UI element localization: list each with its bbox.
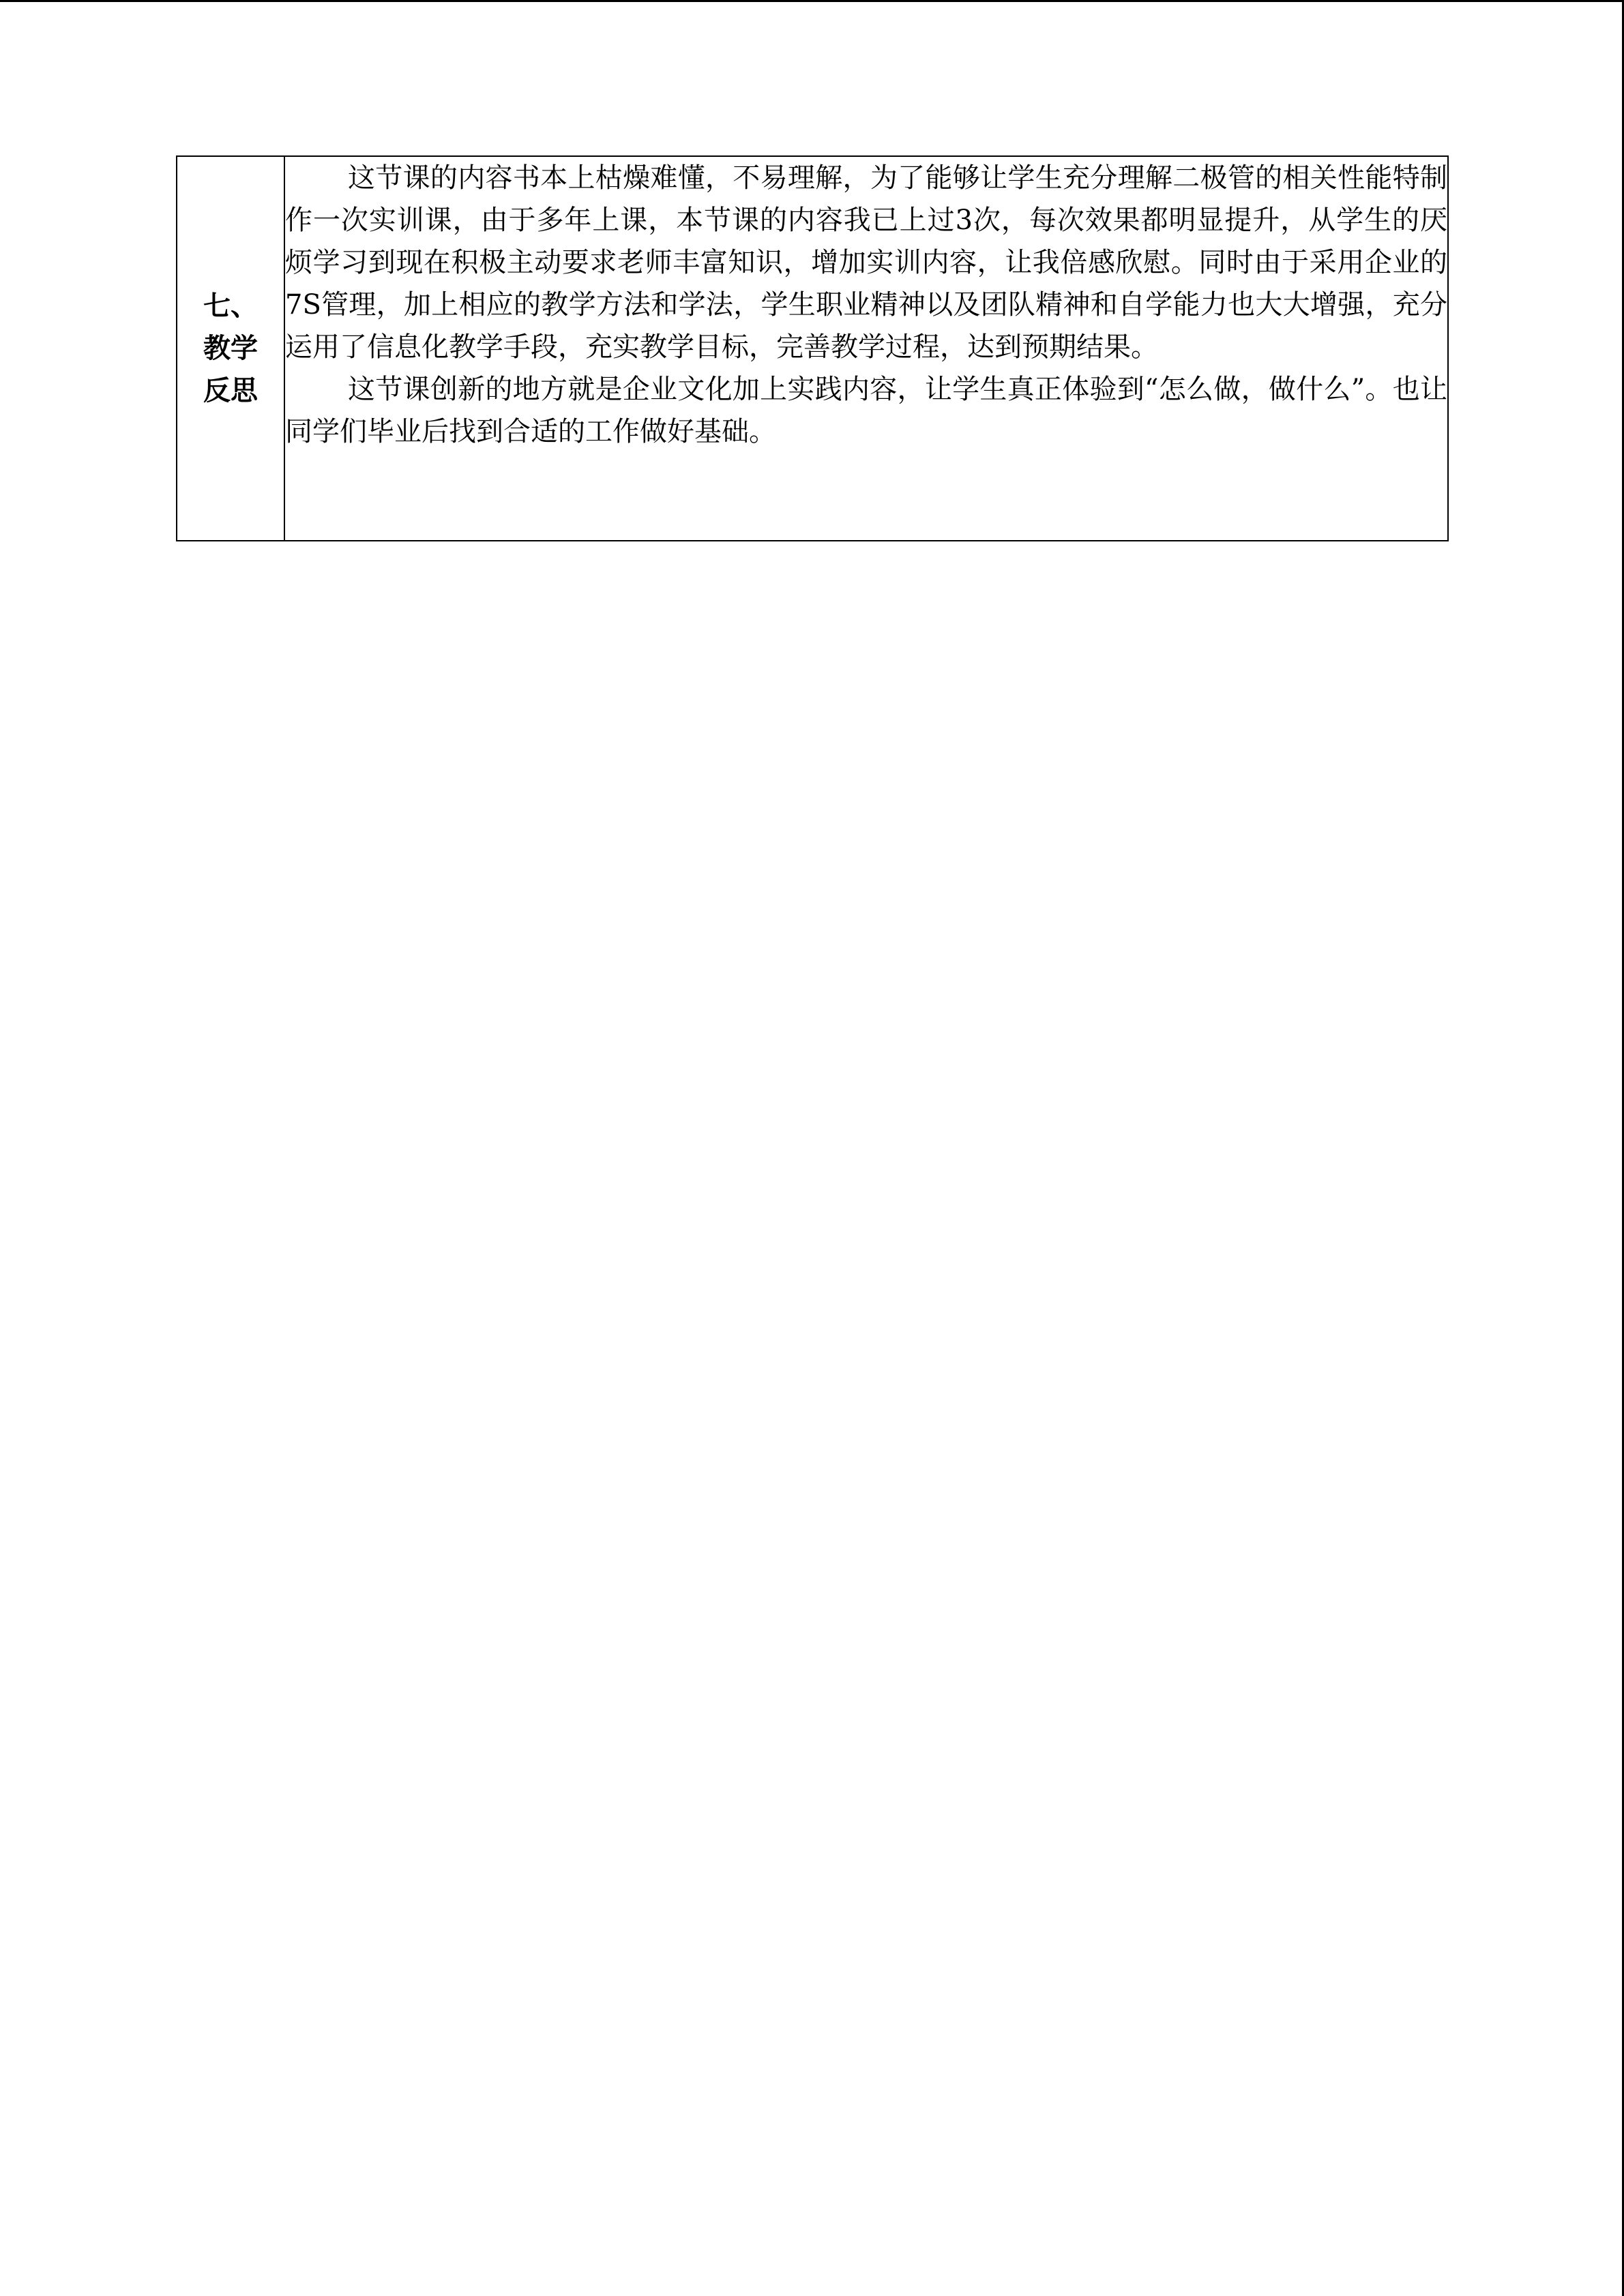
section-label-cell [177, 156, 284, 541]
table-row [177, 156, 1448, 541]
section-number: 七、 [203, 290, 258, 322]
teaching-reflection-table [176, 155, 1449, 541]
section-title-line-1: 教学 [203, 332, 258, 364]
reflection-paragraph-2: 这节课创新的地方就是企业文化加上实践内容，让学生真正体验到“怎么做，做什么”。也让同学们毕业后找到合适的工作做好基础。 [285, 374, 1447, 447]
reflection-paragraph-1: 这节课的内容书本上枯燥难懂，不易理解，为了能够让学生充分理解二极管的相关性能特制作一次实训课，由于多年上课，本节课的内容我已上过3次，每次效果都明显提升，从学生的厌烦学习到现在积极主动要求老师丰富知识，增加实训内容，让我倍感欣慰。同时由于采用企业的7S管理，加上相应的教学方法和学法，学生职业精神以及团队精神和自学能力也大大增强，充分运用了信息化教学手段，充实教学目标，完善教学过程，达到预期结果。 [285, 162, 1447, 363]
section-content-cell [284, 156, 1448, 541]
section-title-line-2: 反思 [203, 374, 258, 406]
